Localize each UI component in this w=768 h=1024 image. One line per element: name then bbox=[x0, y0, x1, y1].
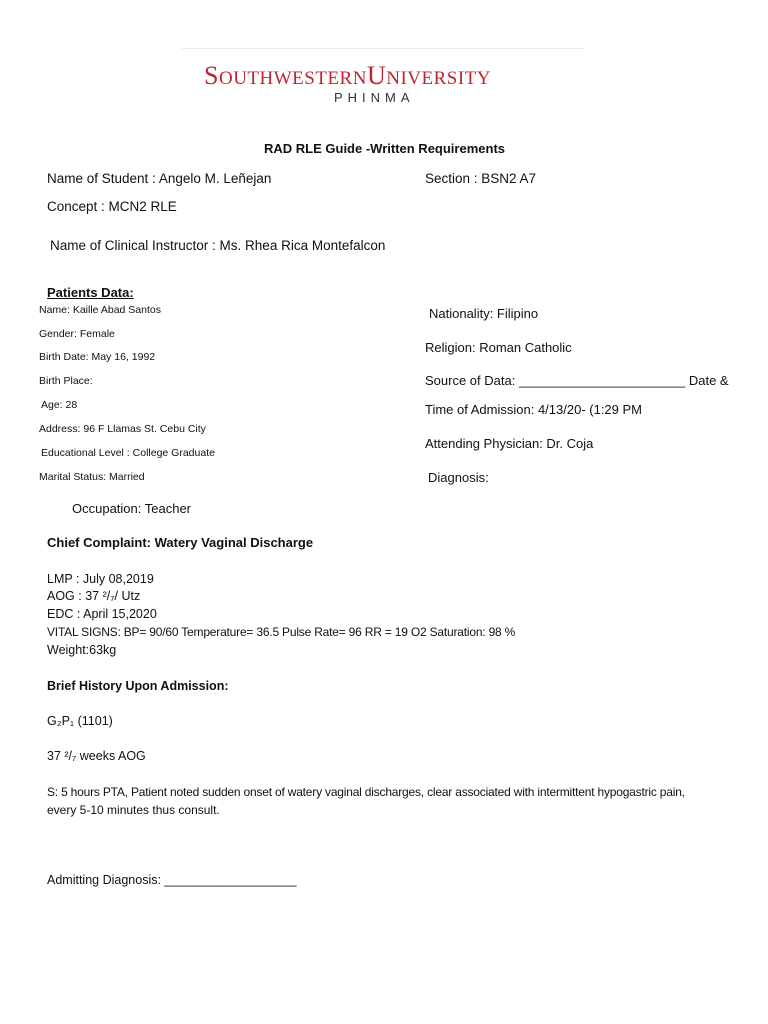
patient-education: Educational Level : College Graduate bbox=[41, 447, 215, 459]
patients-data-heading: Patients Data: bbox=[47, 285, 134, 300]
document-title: RAD RLE Guide -Written Requirements bbox=[264, 141, 506, 156]
patient-marital-status: Marital Status: Married bbox=[39, 471, 145, 483]
admitting-diagnosis: Admitting Diagnosis: ___________________ bbox=[47, 873, 297, 887]
university-logo bbox=[182, 48, 584, 113]
concept: Concept : MCN2 RLE bbox=[47, 199, 177, 214]
time-of-admission: Time of Admission: 4/13/20- (1:29 PM bbox=[425, 402, 643, 417]
patient-gender: Gender: Female bbox=[39, 328, 115, 340]
patient-occupation: Occupation: Teacher bbox=[72, 501, 191, 516]
brief-history-heading: Brief History Upon Admission: bbox=[47, 679, 229, 693]
patient-religion: Religion: Roman Catholic bbox=[425, 340, 572, 355]
aog: AOG : 37 ²/₇/ Utz bbox=[47, 589, 141, 603]
subjective-line-1: S: 5 hours PTA, Patient noted sudden onset of watery vaginal discharges, clear associated with intermittent hypogastric pain, bbox=[47, 785, 685, 799]
clinical-instructor: Name of Clinical Instructor : Ms. Rhea Rica Montefalcon bbox=[50, 238, 386, 253]
vital-signs: VITAL SIGNS: BP= 90/60 Temperature= 36.5 Pulse Rate= 96 RR = 19 O2 Saturation: 98 % bbox=[47, 625, 516, 639]
patient-birth-date: Birth Date: May 16, 1992 bbox=[39, 351, 156, 363]
logo-wordmark: SOUTHWESTERNUNIVERSITY bbox=[204, 61, 492, 90]
subjective-line-2: every 5-10 minutes thus consult. bbox=[47, 803, 220, 817]
student-name: Name of Student : Angelo M. Leñejan bbox=[47, 171, 272, 186]
logo-subtitle: PHINMA bbox=[334, 90, 415, 105]
weeks-aog: 37 ²/₇ weeks AOG bbox=[47, 749, 146, 763]
patient-nationality: Nationality: Filipino bbox=[429, 306, 539, 321]
source-of-data: Source of Data: _______________________ Date & bbox=[425, 373, 729, 388]
diagnosis: Diagnosis: bbox=[428, 470, 489, 485]
patient-name: Name: Kaille Abad Santos bbox=[39, 304, 161, 316]
attending-physician: Attending Physician: Dr. Coja bbox=[425, 436, 594, 451]
patient-address: Address: 96 F Llamas St. Cebu City bbox=[39, 423, 206, 435]
edc: EDC : April 15,2020 bbox=[47, 607, 157, 621]
section: Section : BSN2 A7 bbox=[425, 171, 537, 186]
weight: Weight:63kg bbox=[47, 643, 117, 657]
gravida-para: G₂P₁ (1101) bbox=[47, 714, 113, 728]
lmp: LMP : July 08,2019 bbox=[47, 572, 154, 586]
patient-age: Age: 28 bbox=[41, 399, 78, 411]
patient-birth-place: Birth Place: bbox=[39, 375, 93, 387]
chief-complaint: Chief Complaint: Watery Vaginal Discharge bbox=[47, 535, 314, 550]
